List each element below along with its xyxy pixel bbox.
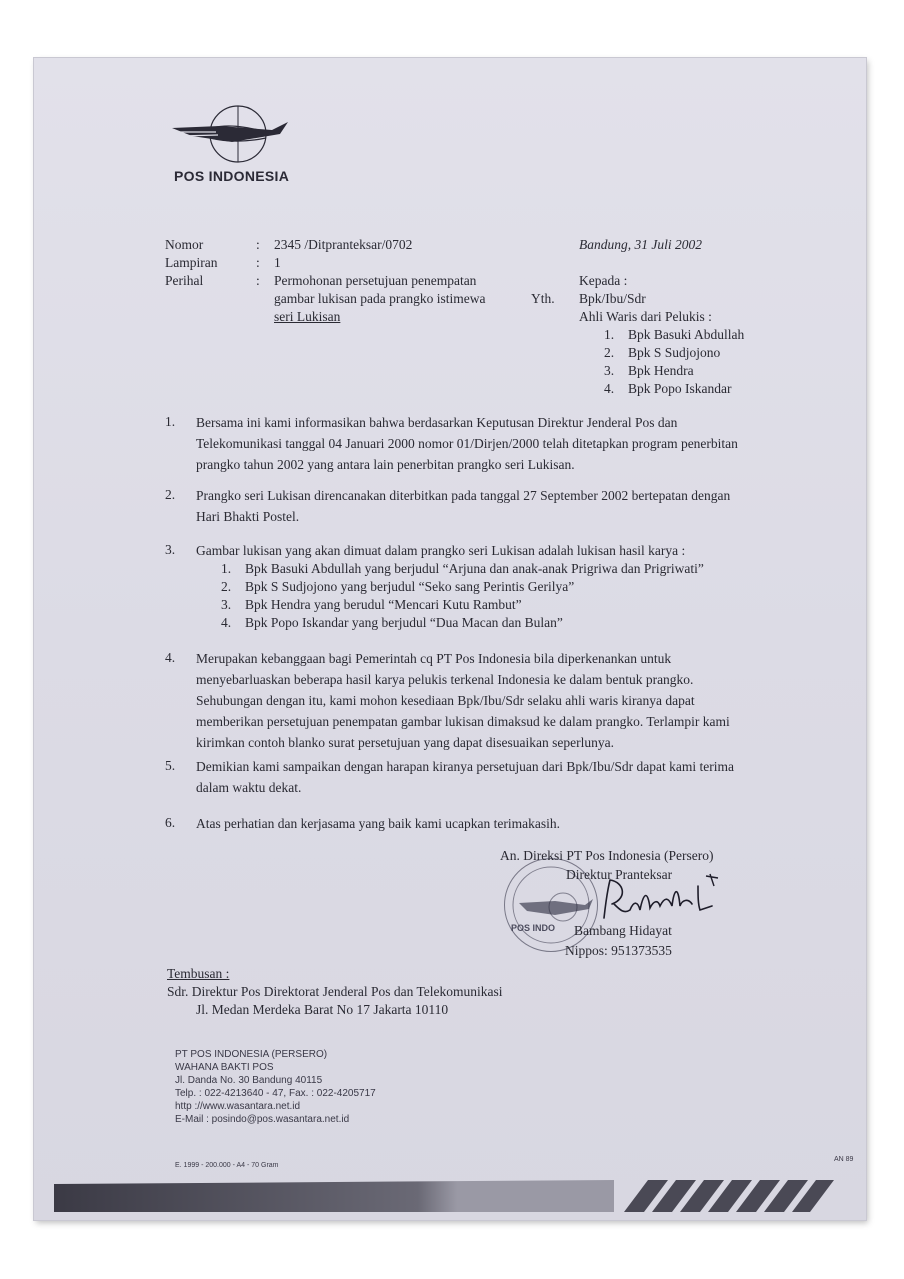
kepada-label: Kepada : bbox=[579, 273, 628, 288]
lampiran-value: 1 bbox=[274, 255, 281, 270]
footer-stripe-bar bbox=[54, 1176, 834, 1212]
text-line: memberikan persetujuan penempatan gambar lukisan dimaksud ke dalam prangko. Terlampir kami bbox=[196, 714, 730, 729]
colon: : bbox=[256, 237, 260, 252]
text-line: Prangko seri Lukisan direncanakan diterbitkan pada tanggal 27 September 2002 bertepatan dengan bbox=[196, 488, 731, 503]
list-num: 2. bbox=[221, 579, 232, 594]
cc-line: Jl. Medan Merdeka Barat No 17 Jakarta 10110 bbox=[196, 1002, 449, 1017]
signature-line-1: An. Direksi PT Pos Indonesia (Persero) bbox=[500, 848, 714, 863]
paragraph-4 bbox=[196, 648, 804, 753]
list-item: Bpk S Sudjojono yang berjudul “Seko sang Perintis Gerilya” bbox=[245, 579, 575, 594]
text-line: dalam waktu dekat. bbox=[196, 780, 302, 795]
footer-line: PT POS INDONESIA (PERSERO) bbox=[175, 1049, 328, 1060]
form-code: AN 89 bbox=[834, 1156, 854, 1163]
cc-line: Sdr. Direktur Pos Direktorat Jenderal Pos dan Telekomunikasi bbox=[167, 984, 503, 999]
paragraph-1 bbox=[196, 412, 804, 475]
footer-line: WAHANA BAKTI POS bbox=[175, 1062, 274, 1073]
place-date: Bandung, 31 Juli 2002 bbox=[579, 237, 702, 252]
list-item: Bpk Hendra yang berudul “Mencari Kutu Rambut” bbox=[245, 597, 522, 612]
paragraph-number: 5. bbox=[165, 758, 176, 773]
text-line: Bersama ini kami informasikan bahwa berdasarkan Keputusan Direktur Jenderal Pos dan bbox=[196, 415, 678, 430]
print-code: E. 1999 - 200.000 - A4 - 70 Gram bbox=[175, 1162, 279, 1169]
recipient-num: 4. bbox=[604, 381, 615, 396]
colon: : bbox=[256, 273, 260, 288]
recipient-num: 3. bbox=[604, 363, 615, 378]
signatory-name: Bambang Hidayat bbox=[574, 923, 672, 938]
pos-indonesia-logo-icon bbox=[172, 102, 292, 166]
text-line: Telekomunikasi tanggal 04 Januari 2000 nomor 01/Dirjen/2000 telah ditetapkan program penerbitan bbox=[196, 436, 738, 451]
recipient-salutation: Bpk/Ibu/Sdr bbox=[579, 291, 646, 306]
list-num: 3. bbox=[221, 597, 232, 612]
perihal-line: gambar lukisan pada prangko istimewa bbox=[274, 291, 486, 306]
lampiran-label: Lampiran bbox=[165, 255, 218, 270]
list-num: 4. bbox=[221, 615, 232, 630]
paragraph-number: 4. bbox=[165, 650, 176, 665]
text-line: Sehubungan dengan itu, kami mohon kesediaan Bpk/Ibu/Sdr selaku ahli waris kiranya dapat bbox=[196, 693, 695, 708]
text-line: menyebarluaskan beberapa hasil karya pelukis terkenal Indonesia ke dalam bentuk prangko. bbox=[196, 672, 694, 687]
footer-address bbox=[175, 1048, 376, 1126]
text-line: prangko tahun 2002 yang antara lain penerbitan prangko seri Lukisan. bbox=[196, 457, 575, 472]
paragraph-3-intro: Gambar lukisan yang akan dimuat dalam prangko seri Lukisan adalah lukisan hasil karya : bbox=[196, 543, 686, 558]
logo-text: POS INDONESIA bbox=[174, 168, 290, 184]
paragraph-6: Atas perhatian dan kerjasama yang baik kami ucapkan terimakasih. bbox=[196, 816, 560, 831]
yth-label: Yth. bbox=[531, 291, 555, 306]
footer-line: E-Mail : posindo@pos.wasantara.net.id bbox=[175, 1114, 350, 1125]
list-item: Bpk Basuki Abdullah yang berjudul “Arjuna dan anak-anak Prigriwa dan Prigriwati” bbox=[245, 561, 704, 576]
text-line: Merupakan kebanggaan bagi Pemerintah cq PT Pos Indonesia bila diperkenankan untuk bbox=[196, 651, 672, 666]
cc-label: Tembusan : bbox=[167, 966, 230, 981]
footer-line: Telp. : 022-4213640 - 47, Fax. : 022-4205717 bbox=[175, 1088, 376, 1099]
perihal-label: Perihal bbox=[165, 273, 204, 288]
perihal-line: seri Lukisan bbox=[274, 309, 341, 324]
paragraph-number: 1. bbox=[165, 414, 176, 429]
list-num: 1. bbox=[221, 561, 232, 576]
colon: : bbox=[256, 255, 260, 270]
recipient-name: Bpk Popo Iskandar bbox=[628, 381, 732, 396]
perihal-line: Permohonan persetujuan penempatan bbox=[274, 273, 477, 288]
recipient-num: 1. bbox=[604, 327, 615, 342]
paragraph-number: 2. bbox=[165, 487, 176, 502]
nomor-label: Nomor bbox=[165, 237, 204, 252]
recipient-name: Bpk Hendra bbox=[628, 363, 694, 378]
letter-page bbox=[34, 58, 866, 1220]
text-line: kirimkan contoh blanko surat persetujuan yang dapat disesuaikan seperlunya. bbox=[196, 735, 615, 750]
text-line: Demikian kami sampaikan dengan harapan kiranya persetujuan dari Bpk/Ibu/Sdr dapat kami terima bbox=[196, 759, 734, 774]
footer-line: Jl. Danda No. 30 Bandung 40115 bbox=[175, 1075, 323, 1086]
recipient-group: Ahli Waris dari Pelukis : bbox=[579, 309, 712, 324]
list-item: Bpk Popo Iskandar yang berjudul “Dua Macan dan Bulan” bbox=[245, 615, 563, 630]
nippos: Nippos: 951373535 bbox=[565, 943, 672, 958]
nomor-value: 2345 /Ditpranteksar/0702 bbox=[274, 237, 413, 252]
recipient-name: Bpk Basuki Abdullah bbox=[628, 327, 745, 342]
footer-line: http ://www.wasantara.net.id bbox=[175, 1101, 301, 1112]
paragraph-number: 3. bbox=[165, 542, 176, 557]
paragraph-2 bbox=[196, 485, 804, 527]
paragraph-number: 6. bbox=[165, 815, 176, 830]
recipient-num: 2. bbox=[604, 345, 615, 360]
paragraph-5 bbox=[196, 756, 804, 798]
text-line: Hari Bhakti Postel. bbox=[196, 509, 300, 524]
stamp-text: POS INDO bbox=[511, 923, 556, 933]
signature-line-2: Direktur Pranteksar bbox=[566, 867, 673, 882]
handwritten-signature bbox=[594, 870, 724, 930]
recipient-name: Bpk S Sudjojono bbox=[628, 345, 721, 360]
